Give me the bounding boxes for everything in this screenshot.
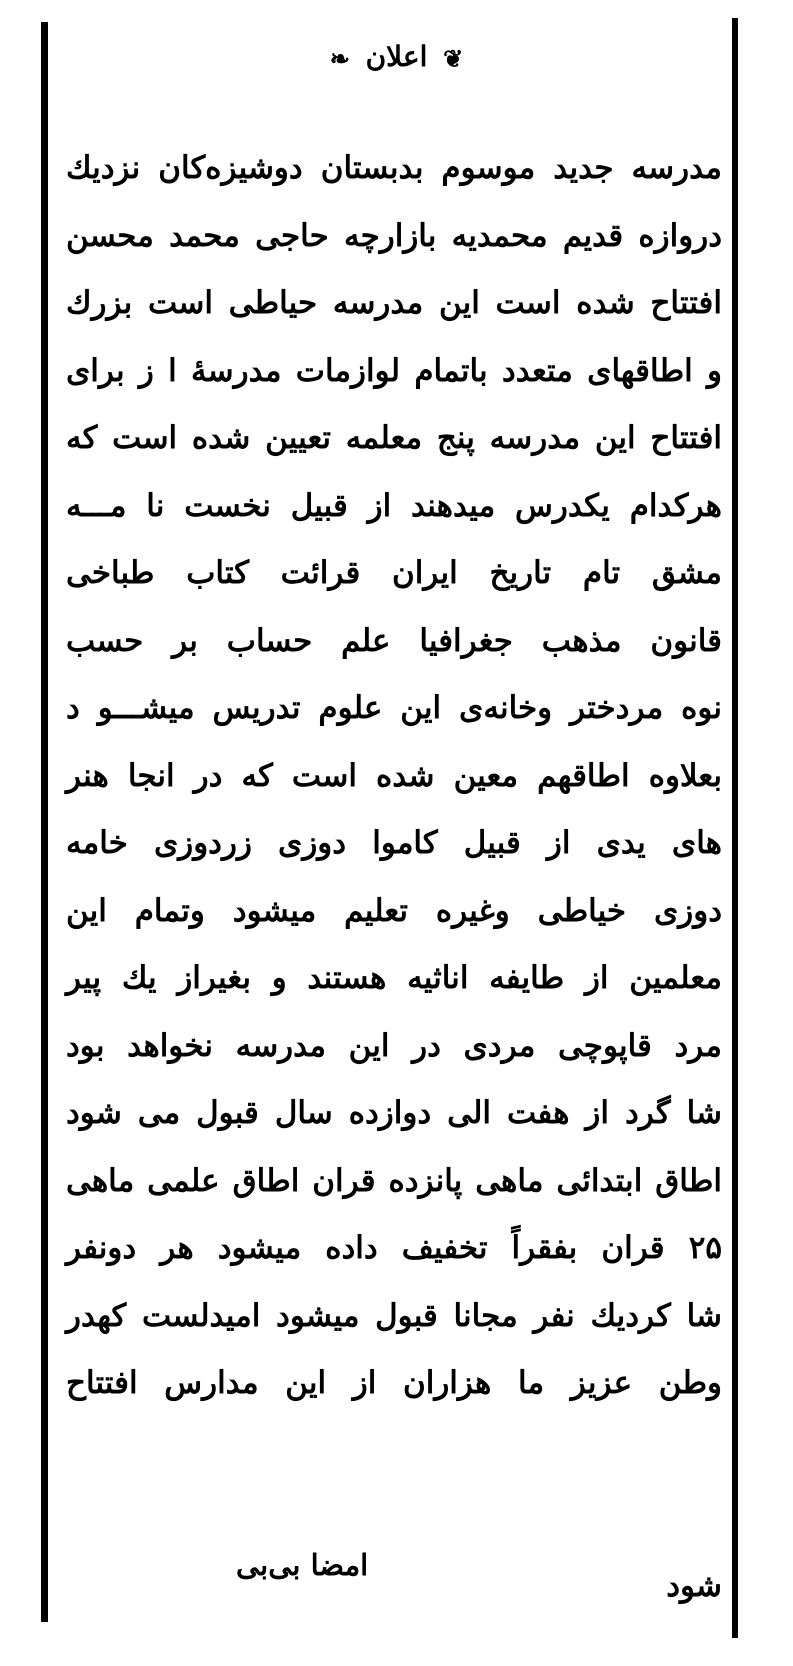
text-line: معلمین از طایفه اناثیه هستند و بغیراز یك پیر [66,960,722,996]
text-line: و اطاقهای متعدد باتمام لوازمات مدرسهٔ ا ز برای [66,352,722,389]
closing-last-word: شود [666,1568,722,1604]
text-line: دوزی خیاطی وغیره تعلیم میشود وتمام این [66,892,722,929]
text-line: شا گرد از هفت الی دوازده سال قبول می شود [66,1095,722,1131]
text-line: شا کردیك نفر مجانا قبول میشود امیدلست کهدر [66,1297,722,1334]
text-line: افتتاح این مدرسه پنج معلمه تعیین شده است که [66,420,722,456]
text-line: مرد قاپوچی مردی در این مدرسه نخواهد بود [66,1027,722,1064]
closing-line [66,1548,722,1608]
text-line: نوه مردختر وخانه‌ی این علوم تدریس میشـــو د [66,690,722,726]
text-line: ۲۵ قران بفقراً تخفیف داده میشود هر دونفر [66,1230,722,1266]
text-line: وطن عزیز ما هزاران از این مدارس افتتاح [66,1365,722,1401]
ornament-icon-right: ❦ [443,44,464,73]
text-line: بعلاوه اطاقهم معین شده است که در انجا هنر [66,757,722,794]
text-line: هرکدام یکدرس میدهند از قبیل نخست نا مـــه [66,487,722,524]
heading-title: اعلان [365,40,428,73]
column-rule-left [41,22,48,1622]
announcement-body [66,135,722,1418]
signature: امضا بی‌بی [236,1548,369,1582]
text-line: افتتاح شده است این مدرسه حیاطی است بزرك [66,285,722,321]
text-line: دروازه قدیم محمدیه بازارچه حاجی محمد محسن [66,217,722,254]
text-line: قانون مذهب جغرافیا علم حساب بر حسب [66,622,722,659]
announcement-heading [0,40,793,73]
text-line: اطاق ابتدائی ماهی پانزده قران اطاق علمی ماهی [66,1162,722,1199]
column-rule-right [732,18,738,1638]
ornament-icon-left: ❧ [329,44,350,73]
text-line: مدرسه جدید موسوم بدبستان دوشیزه‌کان نزدیك [66,150,722,186]
text-line: های یدی از قبیل کاموا دوزی زردوزی خامه [66,825,722,861]
text-line: مشق تام تاریخ ایران قرائت کتاب طباخی [66,555,722,591]
